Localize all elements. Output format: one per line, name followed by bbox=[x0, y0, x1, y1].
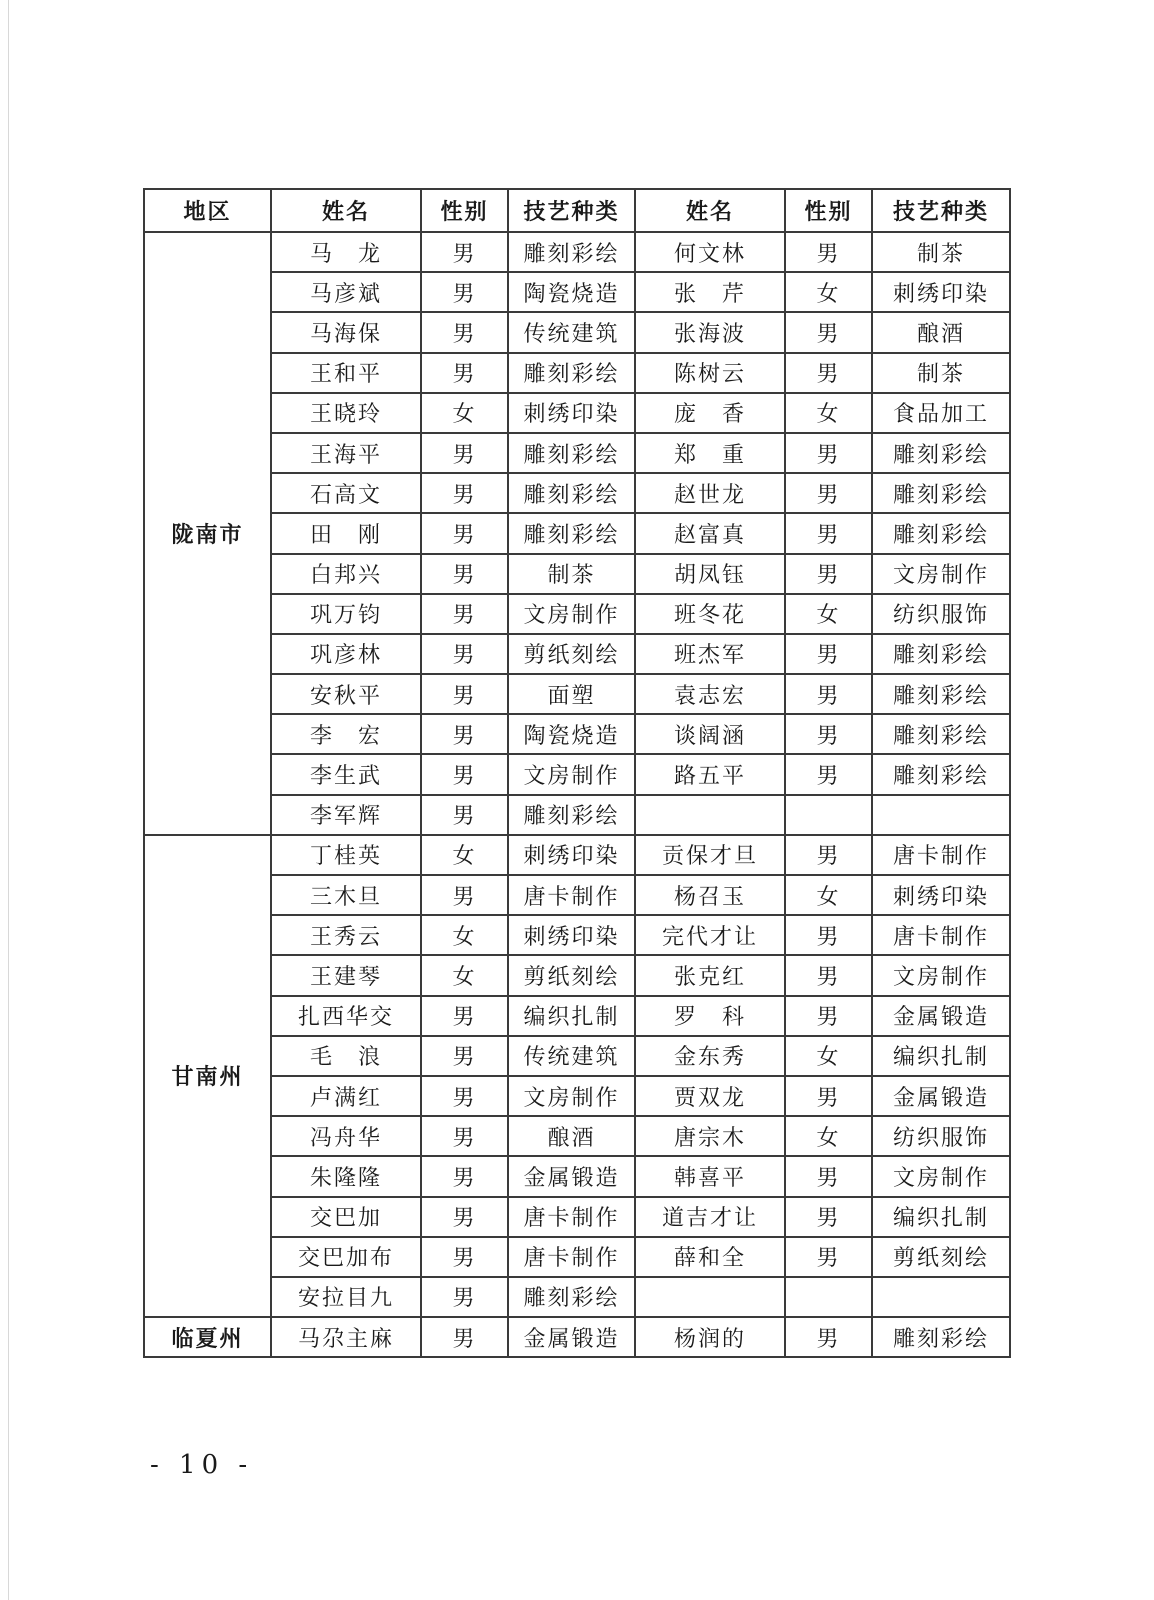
name-right-cell: 郑 重 bbox=[635, 433, 785, 473]
gender-right-cell: 男 bbox=[785, 554, 872, 594]
name-left-cell: 安秋平 bbox=[271, 674, 421, 714]
name-left-cell: 马 龙 bbox=[271, 232, 421, 272]
gender-right-cell: 男 bbox=[785, 714, 872, 754]
name-right-cell: 薛和全 bbox=[635, 1237, 785, 1277]
name-left-cell: 毛 浪 bbox=[271, 1036, 421, 1076]
craft-right-cell: 唐卡制作 bbox=[872, 915, 1010, 955]
craft-left-cell: 编织扎制 bbox=[508, 996, 635, 1036]
gender-left-cell: 男 bbox=[421, 1116, 508, 1156]
gender-left-cell: 女 bbox=[421, 955, 508, 995]
craft-left-cell: 刺绣印染 bbox=[508, 393, 635, 433]
name-left-cell: 白邦兴 bbox=[271, 554, 421, 594]
gender-right-cell: 男 bbox=[785, 835, 872, 875]
region-cell: 陇南市 bbox=[144, 232, 271, 835]
header-gender-left: 性别 bbox=[421, 189, 508, 232]
craft-right-cell: 制茶 bbox=[872, 232, 1010, 272]
gender-left-cell: 女 bbox=[421, 835, 508, 875]
craft-left-cell: 刺绣印染 bbox=[508, 835, 635, 875]
name-right-cell: 袁志宏 bbox=[635, 674, 785, 714]
name-left-cell: 王海平 bbox=[271, 433, 421, 473]
name-left-cell: 李军辉 bbox=[271, 795, 421, 835]
name-right-cell bbox=[635, 795, 785, 835]
gender-left-cell: 男 bbox=[421, 473, 508, 513]
gender-right-cell: 女 bbox=[785, 875, 872, 915]
craft-left-cell: 唐卡制作 bbox=[508, 1197, 635, 1237]
craft-left-cell: 雕刻彩绘 bbox=[508, 433, 635, 473]
gender-left-cell: 女 bbox=[421, 915, 508, 955]
craft-left-cell: 金属锻造 bbox=[508, 1317, 635, 1357]
name-right-cell: 张 芹 bbox=[635, 272, 785, 312]
name-right-cell: 唐宗木 bbox=[635, 1116, 785, 1156]
table-row bbox=[144, 1237, 1010, 1277]
name-right-cell: 贾双龙 bbox=[635, 1076, 785, 1116]
region-cell: 临夏州 bbox=[144, 1317, 271, 1357]
gender-left-cell: 男 bbox=[421, 674, 508, 714]
gender-left-cell: 男 bbox=[421, 634, 508, 674]
craft-right-cell: 刺绣印染 bbox=[872, 272, 1010, 312]
gender-right-cell: 男 bbox=[785, 232, 872, 272]
name-right-cell: 谈阔涵 bbox=[635, 714, 785, 754]
craft-left-cell: 传统建筑 bbox=[508, 312, 635, 352]
header-craft-left: 技艺种类 bbox=[508, 189, 635, 232]
name-right-cell: 班杰军 bbox=[635, 634, 785, 674]
name-left-cell: 李 宏 bbox=[271, 714, 421, 754]
craft-left-cell: 雕刻彩绘 bbox=[508, 353, 635, 393]
craft-right-cell: 唐卡制作 bbox=[872, 835, 1010, 875]
gender-left-cell: 男 bbox=[421, 875, 508, 915]
name-left-cell: 巩万钧 bbox=[271, 594, 421, 634]
gender-left-cell: 男 bbox=[421, 1197, 508, 1237]
craft-right-cell: 文房制作 bbox=[872, 955, 1010, 995]
gender-left-cell: 男 bbox=[421, 232, 508, 272]
craft-right-cell: 食品加工 bbox=[872, 393, 1010, 433]
name-left-cell: 王建琴 bbox=[271, 955, 421, 995]
gender-left-cell: 男 bbox=[421, 312, 508, 352]
roster-table bbox=[143, 188, 1011, 1358]
craft-left-cell: 陶瓷烧造 bbox=[508, 714, 635, 754]
header-region: 地区 bbox=[144, 189, 271, 232]
craft-left-cell: 剪纸刻绘 bbox=[508, 955, 635, 995]
table-row bbox=[144, 513, 1010, 553]
craft-left-cell: 雕刻彩绘 bbox=[508, 232, 635, 272]
table-row bbox=[144, 835, 1010, 875]
table-row bbox=[144, 473, 1010, 513]
name-left-cell: 石高文 bbox=[271, 473, 421, 513]
roster-body bbox=[144, 232, 1010, 1357]
table-row bbox=[144, 634, 1010, 674]
gender-left-cell: 男 bbox=[421, 272, 508, 312]
name-left-cell: 田 刚 bbox=[271, 513, 421, 553]
craft-left-cell: 传统建筑 bbox=[508, 1036, 635, 1076]
gender-right-cell: 女 bbox=[785, 1036, 872, 1076]
craft-left-cell: 剪纸刻绘 bbox=[508, 634, 635, 674]
gender-left-cell: 男 bbox=[421, 513, 508, 553]
gender-right-cell: 男 bbox=[785, 433, 872, 473]
craft-left-cell: 雕刻彩绘 bbox=[508, 513, 635, 553]
name-right-cell: 何文林 bbox=[635, 232, 785, 272]
craft-right-cell: 雕刻彩绘 bbox=[872, 634, 1010, 674]
craft-left-cell: 文房制作 bbox=[508, 754, 635, 794]
table-row bbox=[144, 312, 1010, 352]
craft-right-cell: 金属锻造 bbox=[872, 1076, 1010, 1116]
craft-right-cell: 剪纸刻绘 bbox=[872, 1237, 1010, 1277]
craft-right-cell: 纺织服饰 bbox=[872, 594, 1010, 634]
name-right-cell: 陈树云 bbox=[635, 353, 785, 393]
gender-left-cell: 男 bbox=[421, 1156, 508, 1196]
gender-right-cell: 男 bbox=[785, 634, 872, 674]
gender-left-cell: 男 bbox=[421, 433, 508, 473]
craft-left-cell: 文房制作 bbox=[508, 1076, 635, 1116]
name-right-cell bbox=[635, 1277, 785, 1317]
region-cell: 甘南州 bbox=[144, 835, 271, 1317]
name-right-cell: 张海波 bbox=[635, 312, 785, 352]
name-left-cell: 交巴加布 bbox=[271, 1237, 421, 1277]
gender-left-cell: 男 bbox=[421, 1277, 508, 1317]
gender-right-cell: 男 bbox=[785, 353, 872, 393]
name-left-cell: 朱隆隆 bbox=[271, 1156, 421, 1196]
gender-left-cell: 男 bbox=[421, 996, 508, 1036]
name-right-cell: 贡保才旦 bbox=[635, 835, 785, 875]
craft-left-cell: 雕刻彩绘 bbox=[508, 795, 635, 835]
name-left-cell: 马海保 bbox=[271, 312, 421, 352]
name-right-cell: 路五平 bbox=[635, 754, 785, 794]
table-row bbox=[144, 1076, 1010, 1116]
table-row bbox=[144, 393, 1010, 433]
name-left-cell: 交巴加 bbox=[271, 1197, 421, 1237]
name-right-cell: 赵世龙 bbox=[635, 473, 785, 513]
gender-right-cell: 男 bbox=[785, 996, 872, 1036]
table-row bbox=[144, 875, 1010, 915]
name-right-cell: 韩喜平 bbox=[635, 1156, 785, 1196]
craft-right-cell: 酿酒 bbox=[872, 312, 1010, 352]
table-row bbox=[144, 674, 1010, 714]
gender-right-cell: 男 bbox=[785, 1197, 872, 1237]
name-left-cell: 马彦斌 bbox=[271, 272, 421, 312]
name-left-cell: 扎西华交 bbox=[271, 996, 421, 1036]
craft-right-cell: 制茶 bbox=[872, 353, 1010, 393]
gender-right-cell: 男 bbox=[785, 1156, 872, 1196]
name-left-cell: 卢满红 bbox=[271, 1076, 421, 1116]
name-left-cell: 安拉目九 bbox=[271, 1277, 421, 1317]
craft-right-cell: 文房制作 bbox=[872, 1156, 1010, 1196]
gender-left-cell: 男 bbox=[421, 1237, 508, 1277]
gender-left-cell: 男 bbox=[421, 1317, 508, 1357]
table-row bbox=[144, 1317, 1010, 1357]
gender-right-cell: 男 bbox=[785, 955, 872, 995]
gender-left-cell: 男 bbox=[421, 554, 508, 594]
table-row bbox=[144, 594, 1010, 634]
gender-right-cell: 男 bbox=[785, 1076, 872, 1116]
gender-right-cell: 男 bbox=[785, 473, 872, 513]
name-right-cell: 张克红 bbox=[635, 955, 785, 995]
gender-left-cell: 女 bbox=[421, 393, 508, 433]
table-row bbox=[144, 1277, 1010, 1317]
gender-right-cell: 男 bbox=[785, 674, 872, 714]
craft-left-cell: 文房制作 bbox=[508, 594, 635, 634]
name-left-cell: 王秀云 bbox=[271, 915, 421, 955]
gender-left-cell: 男 bbox=[421, 754, 508, 794]
table-row bbox=[144, 1156, 1010, 1196]
name-left-cell: 丁桂英 bbox=[271, 835, 421, 875]
table-row bbox=[144, 955, 1010, 995]
name-right-cell: 金东秀 bbox=[635, 1036, 785, 1076]
header-gender-right: 性别 bbox=[785, 189, 872, 232]
craft-right-cell bbox=[872, 795, 1010, 835]
craft-right-cell: 金属锻造 bbox=[872, 996, 1010, 1036]
name-left-cell: 冯舟华 bbox=[271, 1116, 421, 1156]
name-right-cell: 庞 香 bbox=[635, 393, 785, 433]
craft-left-cell: 陶瓷烧造 bbox=[508, 272, 635, 312]
craft-left-cell: 酿酒 bbox=[508, 1116, 635, 1156]
gender-right-cell: 男 bbox=[785, 1317, 872, 1357]
table-row bbox=[144, 433, 1010, 473]
table-row bbox=[144, 996, 1010, 1036]
header-row bbox=[144, 189, 1010, 232]
name-right-cell: 胡凤钰 bbox=[635, 554, 785, 594]
table-row bbox=[144, 554, 1010, 594]
gender-left-cell: 男 bbox=[421, 795, 508, 835]
name-left-cell: 三木旦 bbox=[271, 875, 421, 915]
gender-right-cell bbox=[785, 1277, 872, 1317]
gender-right-cell: 女 bbox=[785, 393, 872, 433]
name-right-cell: 班冬花 bbox=[635, 594, 785, 634]
table-row bbox=[144, 1197, 1010, 1237]
header-name-right: 姓名 bbox=[635, 189, 785, 232]
craft-right-cell: 雕刻彩绘 bbox=[872, 714, 1010, 754]
craft-right-cell: 文房制作 bbox=[872, 554, 1010, 594]
name-right-cell: 杨召玉 bbox=[635, 875, 785, 915]
name-right-cell: 道吉才让 bbox=[635, 1197, 785, 1237]
craft-right-cell: 雕刻彩绘 bbox=[872, 674, 1010, 714]
name-left-cell: 王晓玲 bbox=[271, 393, 421, 433]
name-left-cell: 马尕主麻 bbox=[271, 1317, 421, 1357]
gender-right-cell: 男 bbox=[785, 1237, 872, 1277]
craft-right-cell: 雕刻彩绘 bbox=[872, 1317, 1010, 1357]
craft-right-cell: 编织扎制 bbox=[872, 1197, 1010, 1237]
name-right-cell: 赵富真 bbox=[635, 513, 785, 553]
craft-right-cell: 编织扎制 bbox=[872, 1036, 1010, 1076]
craft-left-cell: 金属锻造 bbox=[508, 1156, 635, 1196]
gender-left-cell: 男 bbox=[421, 594, 508, 634]
name-left-cell: 巩彦林 bbox=[271, 634, 421, 674]
gender-right-cell bbox=[785, 795, 872, 835]
table-row bbox=[144, 915, 1010, 955]
gender-right-cell: 男 bbox=[785, 312, 872, 352]
craft-right-cell: 雕刻彩绘 bbox=[872, 473, 1010, 513]
craft-right-cell: 纺织服饰 bbox=[872, 1116, 1010, 1156]
craft-left-cell: 雕刻彩绘 bbox=[508, 473, 635, 513]
gender-left-cell: 男 bbox=[421, 714, 508, 754]
gender-right-cell: 男 bbox=[785, 513, 872, 553]
craft-left-cell: 刺绣印染 bbox=[508, 915, 635, 955]
gender-left-cell: 男 bbox=[421, 353, 508, 393]
table-row bbox=[144, 1116, 1010, 1156]
table-row bbox=[144, 714, 1010, 754]
craft-right-cell: 刺绣印染 bbox=[872, 875, 1010, 915]
table-row bbox=[144, 353, 1010, 393]
table-row bbox=[144, 1036, 1010, 1076]
gender-left-cell: 男 bbox=[421, 1076, 508, 1116]
gender-right-cell: 男 bbox=[785, 754, 872, 794]
name-left-cell: 王和平 bbox=[271, 353, 421, 393]
name-left-cell: 李生武 bbox=[271, 754, 421, 794]
table-row bbox=[144, 272, 1010, 312]
table-row bbox=[144, 232, 1010, 272]
gender-left-cell: 男 bbox=[421, 1036, 508, 1076]
page-number: - 10 - bbox=[150, 1450, 254, 1480]
gender-right-cell: 女 bbox=[785, 594, 872, 634]
name-right-cell: 罗 科 bbox=[635, 996, 785, 1036]
page-edge bbox=[8, 0, 9, 1600]
craft-right-cell: 雕刻彩绘 bbox=[872, 433, 1010, 473]
header-craft-right: 技艺种类 bbox=[872, 189, 1010, 232]
craft-left-cell: 面塑 bbox=[508, 674, 635, 714]
name-right-cell: 完代才让 bbox=[635, 915, 785, 955]
header-name-left: 姓名 bbox=[271, 189, 421, 232]
craft-right-cell: 雕刻彩绘 bbox=[872, 513, 1010, 553]
craft-right-cell: 雕刻彩绘 bbox=[872, 754, 1010, 794]
table-row bbox=[144, 754, 1010, 794]
table-row bbox=[144, 795, 1010, 835]
gender-right-cell: 女 bbox=[785, 1116, 872, 1156]
craft-left-cell: 唐卡制作 bbox=[508, 1237, 635, 1277]
gender-right-cell: 男 bbox=[785, 915, 872, 955]
gender-right-cell: 女 bbox=[785, 272, 872, 312]
craft-left-cell: 唐卡制作 bbox=[508, 875, 635, 915]
craft-right-cell bbox=[872, 1277, 1010, 1317]
name-right-cell: 杨润的 bbox=[635, 1317, 785, 1357]
craft-left-cell: 雕刻彩绘 bbox=[508, 1277, 635, 1317]
craft-left-cell: 制茶 bbox=[508, 554, 635, 594]
